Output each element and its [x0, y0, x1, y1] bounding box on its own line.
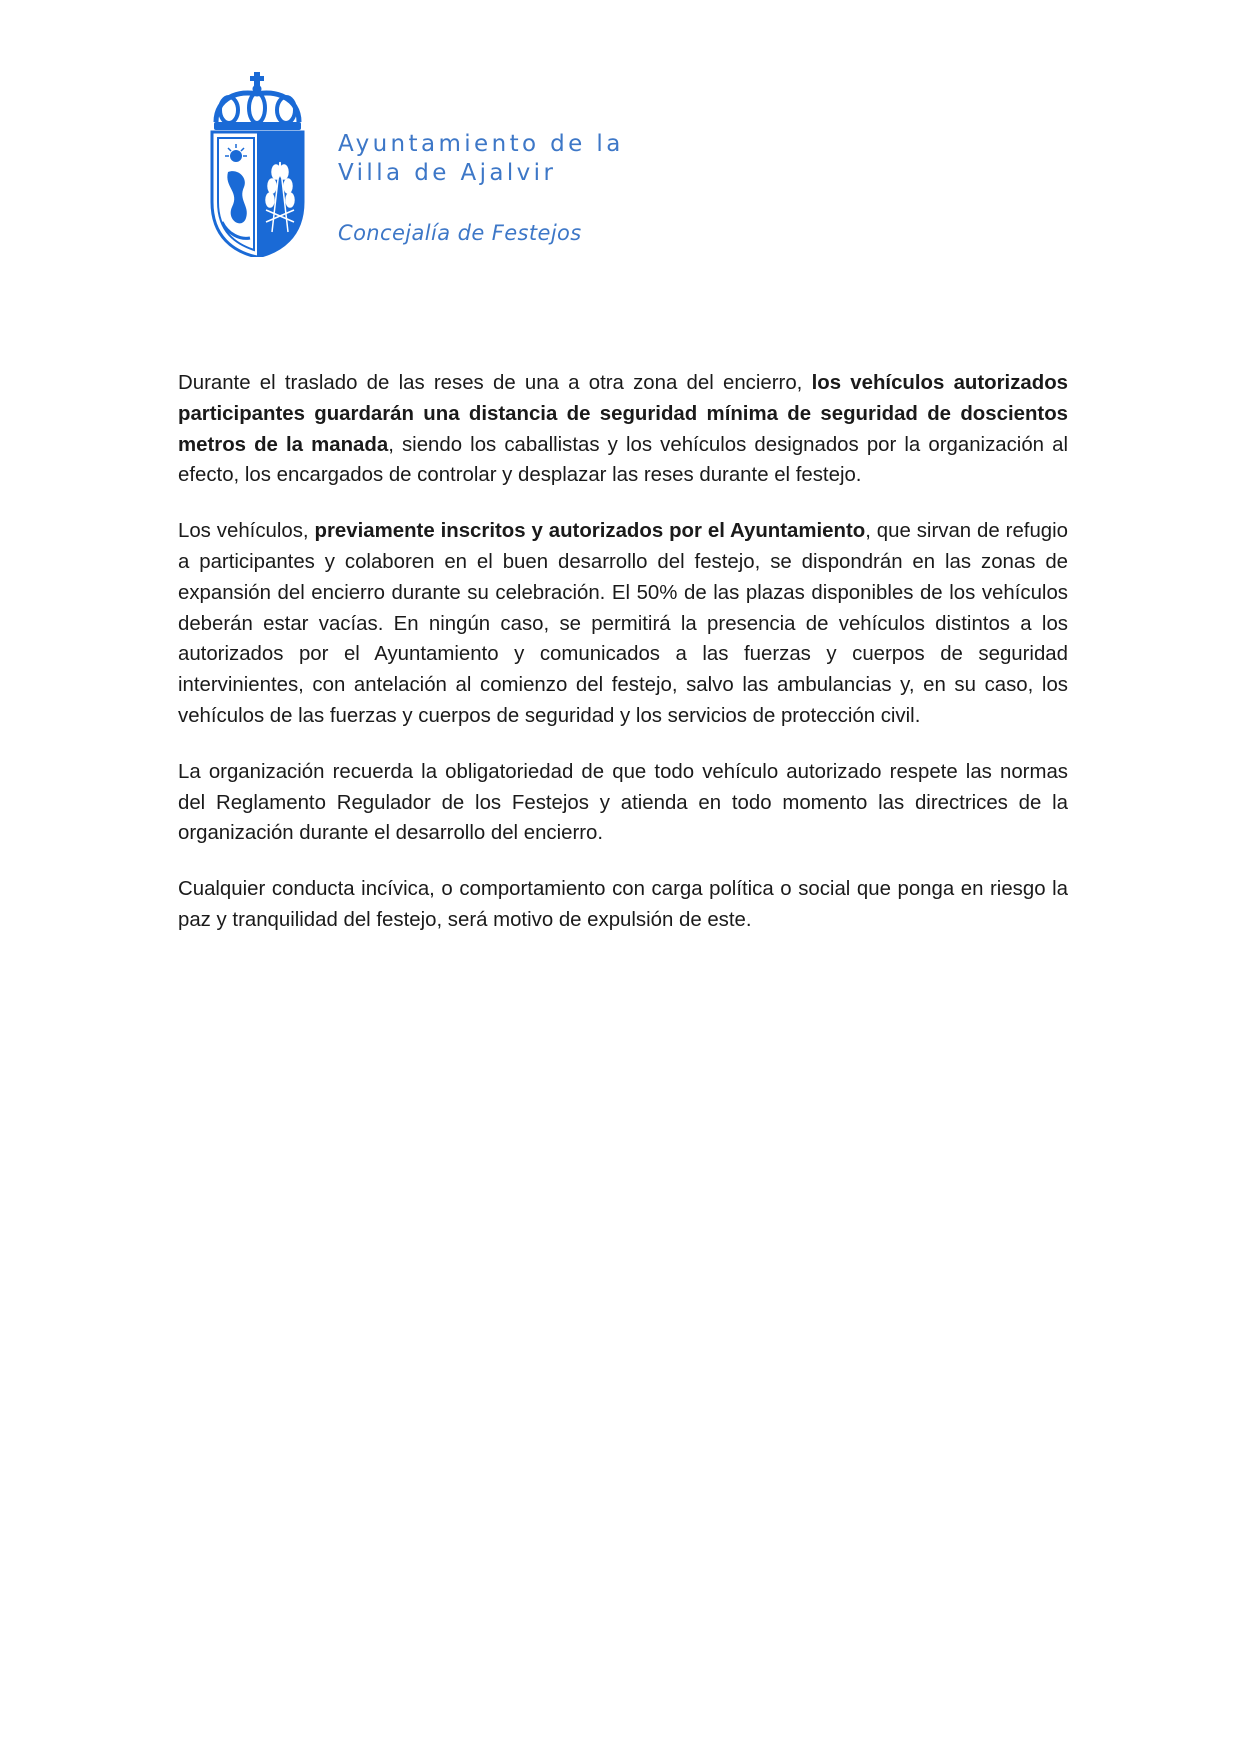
organization-name-line1: Ayuntamiento de la — [338, 131, 624, 157]
organization-name — [338, 130, 624, 188]
letterhead — [210, 72, 830, 262]
paragraph-bold-text: los vehículos autorizados participantes guardarán una distancia de seguridad mínima de seguridad de doscientos metros de la manada — [178, 372, 1068, 456]
paragraph-bold-text: previamente inscritos y autorizados por el Ayuntamiento — [314, 520, 866, 543]
paragraph-vehicle-distance — [178, 368, 1068, 491]
paragraph-registered-vehicles — [178, 516, 1068, 732]
organization-name-line2: Villa de Ajalvir — [338, 160, 557, 186]
department-name: Concejalía de Festejos — [338, 221, 582, 245]
paragraph-expulsion: Cualquier conducta incívica, o comportamiento con carga política o social que ponga en riesgo la paz y tranquilidad del festejo, será motivo de expulsión de este. — [178, 878, 1068, 931]
paragraph-text: Los vehículos, — [178, 520, 315, 543]
paragraph-text: , que sirvan de refugio a participantes y colaboren en el buen desarrollo del festejo, se dispondrán en las zonas de expansión del encierro durante su celebración. El 50% de las plazas disponibles de los vehículos deberán estar vacías. En ningún caso, se permitirá la presencia de vehículos distintos a los autorizados por el Ayuntamiento y comunicados a las fuerzas y cuerpos de seguridad intervinientes, con antelación al comienzo del festejo, salvo las ambulancias y, en su caso, los vehículos de las fuerzas y cuerpos de seguridad y los servicios de protección civil. — [178, 520, 1068, 727]
paragraph-text: , siendo los caballistas y los vehículos designados por la organización al efecto, los encargados de controlar y desplazar las reses durante el festejo. — [178, 433, 1068, 487]
coat-of-arms-logo — [210, 72, 305, 257]
document-body — [178, 368, 1068, 961]
paragraph-regulations: La organización recuerda la obligatoriedad de que todo vehículo autorizado respete las normas del Reglamento Regulador de los Festejos y atienda en todo momento las directrices de la organización durante el desarrollo del encierro. — [178, 760, 1068, 845]
paragraph-text: Durante el traslado de las reses de una a otra zona del encierro, — [178, 372, 812, 394]
